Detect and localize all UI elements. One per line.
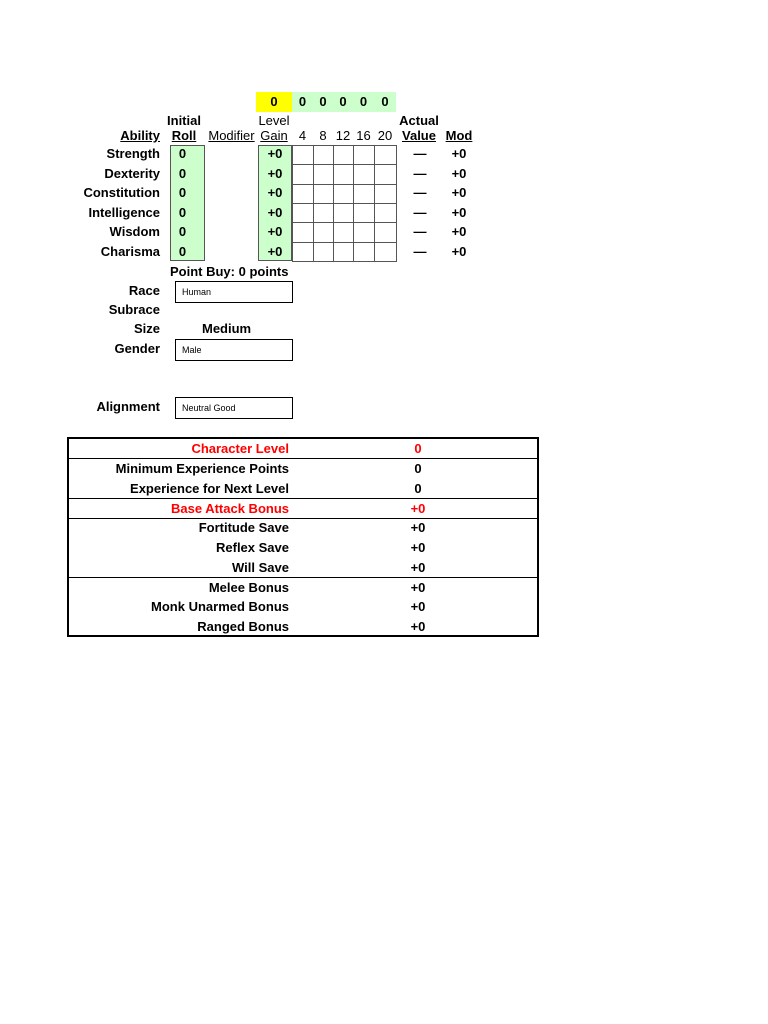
level-up-cell[interactable] [333,242,354,262]
stats-label: Experience for Next Level [130,481,289,496]
level-up-cell[interactable] [313,242,334,262]
level-up-cell[interactable] [374,164,397,184]
header-level: Level [258,113,290,128]
initial-roll-value[interactable]: 0 [178,146,187,161]
level-bar-cell[interactable]: 0 [333,92,353,112]
ability-name: Wisdom [109,224,160,239]
stats-table [67,437,539,637]
gender-field[interactable]: Male [175,339,293,361]
stats-row [69,538,537,558]
stats-label: Reflex Save [216,540,289,555]
stats-label: Base Attack Bonus [171,500,289,516]
ability-mod-value: +0 [451,224,467,239]
ability-mod-value: +0 [451,185,467,200]
stats-value: +0 [410,500,426,516]
level-up-cell[interactable] [353,242,375,262]
stats-row [69,459,537,479]
size-value: Medium [202,321,252,336]
ability-name: Intelligence [88,204,160,220]
header-actual: Actual [399,113,439,128]
stats-label: Monk Unarmed Bonus [151,599,289,614]
ability-mod-value: +0 [451,165,467,181]
level-up-cell[interactable] [313,222,334,242]
ability-name: Dexterity [104,165,160,181]
level-up-cell[interactable] [374,222,397,242]
level-gain-value: +0 [267,185,283,200]
initial-roll-value[interactable]: 0 [178,204,187,220]
ability-name: Strength [106,146,160,161]
stats-label: Will Save [232,559,289,575]
alignment-field[interactable]: Neutral Good [175,397,293,419]
header-level-4: 4 [298,128,307,143]
level-up-cell[interactable] [374,184,397,204]
initial-roll-value[interactable]: 0 [178,165,187,181]
stats-label: Fortitude Save [198,520,289,535]
level-up-cell[interactable] [333,222,354,242]
level-up-cell[interactable] [333,184,354,204]
level-up-cell[interactable] [353,222,375,242]
level-up-cell[interactable] [333,203,354,223]
stats-row [69,558,537,578]
ability-name: Constitution [83,185,160,200]
alignment-label: Alignment [96,399,160,414]
initial-roll-value[interactable]: 0 [178,185,187,200]
stats-value: 0 [414,481,422,496]
level-up-cell[interactable] [313,145,334,165]
level-up-cell[interactable] [292,242,314,262]
header-level-20: 20 [377,128,393,143]
level-gain-value: +0 [267,204,283,220]
stats-label: Melee Bonus [208,579,289,595]
level-up-cell[interactable] [313,164,334,184]
level-bar-cell[interactable]: 0 [374,92,396,112]
ability-mod-value: +0 [451,243,467,259]
actual-value: — [413,146,427,161]
level-up-cell[interactable] [292,164,314,184]
level-up-cell[interactable] [353,164,375,184]
header-modifier: Modifier [208,128,255,143]
level-up-cell[interactable] [292,184,314,204]
level-up-cell[interactable] [313,203,334,223]
stats-value: +0 [410,559,426,575]
stats-value: +0 [410,619,426,634]
header-ability: Ability [120,128,160,143]
level-bar-cell[interactable]: 0 [256,92,292,112]
level-gain-value: +0 [267,224,283,239]
level-up-cell[interactable] [292,145,314,165]
level-up-cell[interactable] [333,164,354,184]
ability-name: Charisma [100,243,160,259]
actual-value: — [413,204,427,220]
level-bar-cell[interactable]: 0 [292,92,313,112]
gender-label: Gender [114,341,160,356]
level-up-cell[interactable] [374,145,397,165]
initial-roll-value[interactable]: 0 [178,224,187,239]
level-up-cell[interactable] [353,203,375,223]
level-up-cell[interactable] [292,222,314,242]
level-up-cell[interactable] [374,242,397,262]
header-mod: Mod [445,128,473,143]
level-up-cell[interactable] [353,184,375,204]
header-level-12: 12 [335,128,351,143]
level-up-cell[interactable] [292,203,314,223]
actual-value: — [413,165,427,181]
stats-label: Character Level [191,441,289,456]
actual-value: — [413,185,427,200]
stats-row [69,617,537,637]
stats-value: +0 [410,540,426,555]
level-bar-cell[interactable]: 0 [353,92,374,112]
stats-row [69,479,537,499]
stats-value: +0 [410,599,426,614]
header-value: Value [402,128,436,143]
header-roll: Roll [171,128,197,143]
level-up-cell[interactable] [313,184,334,204]
ability-mod-value: +0 [451,204,467,220]
stats-value: +0 [410,579,426,595]
stats-row [69,439,537,459]
level-up-cell[interactable] [374,203,397,223]
stats-row [69,499,537,519]
stats-label: Minimum Experience Points [115,460,289,476]
stats-row [69,597,537,617]
level-gain-value: +0 [267,165,283,181]
stats-value: 0 [414,441,422,456]
actual-value: — [413,224,427,239]
level-gain-value: +0 [267,243,283,259]
point-buy-text: Point Buy: 0 points [170,264,289,279]
header-gain: Gain [260,128,288,143]
header-initial: Initial [167,113,201,128]
level-up-cell[interactable] [333,145,354,165]
actual-value: — [413,243,427,259]
stats-row [69,578,537,598]
race-field[interactable]: Human [175,281,293,303]
stats-row [69,518,537,538]
initial-roll-value[interactable]: 0 [178,243,187,259]
header-level-8: 8 [319,128,327,143]
stats-label: Ranged Bonus [197,619,289,634]
level-gain-value: +0 [267,146,283,161]
level-bar-cell[interactable]: 0 [313,92,333,112]
level-up-cell[interactable] [353,145,375,165]
subrace-label: Subrace [108,302,160,317]
stats-value: 0 [414,460,422,476]
ability-mod-value: +0 [451,146,467,161]
race-label: Race [128,283,160,298]
stats-value: +0 [410,520,426,535]
size-label: Size [133,321,160,336]
header-level-16: 16 [356,128,371,143]
